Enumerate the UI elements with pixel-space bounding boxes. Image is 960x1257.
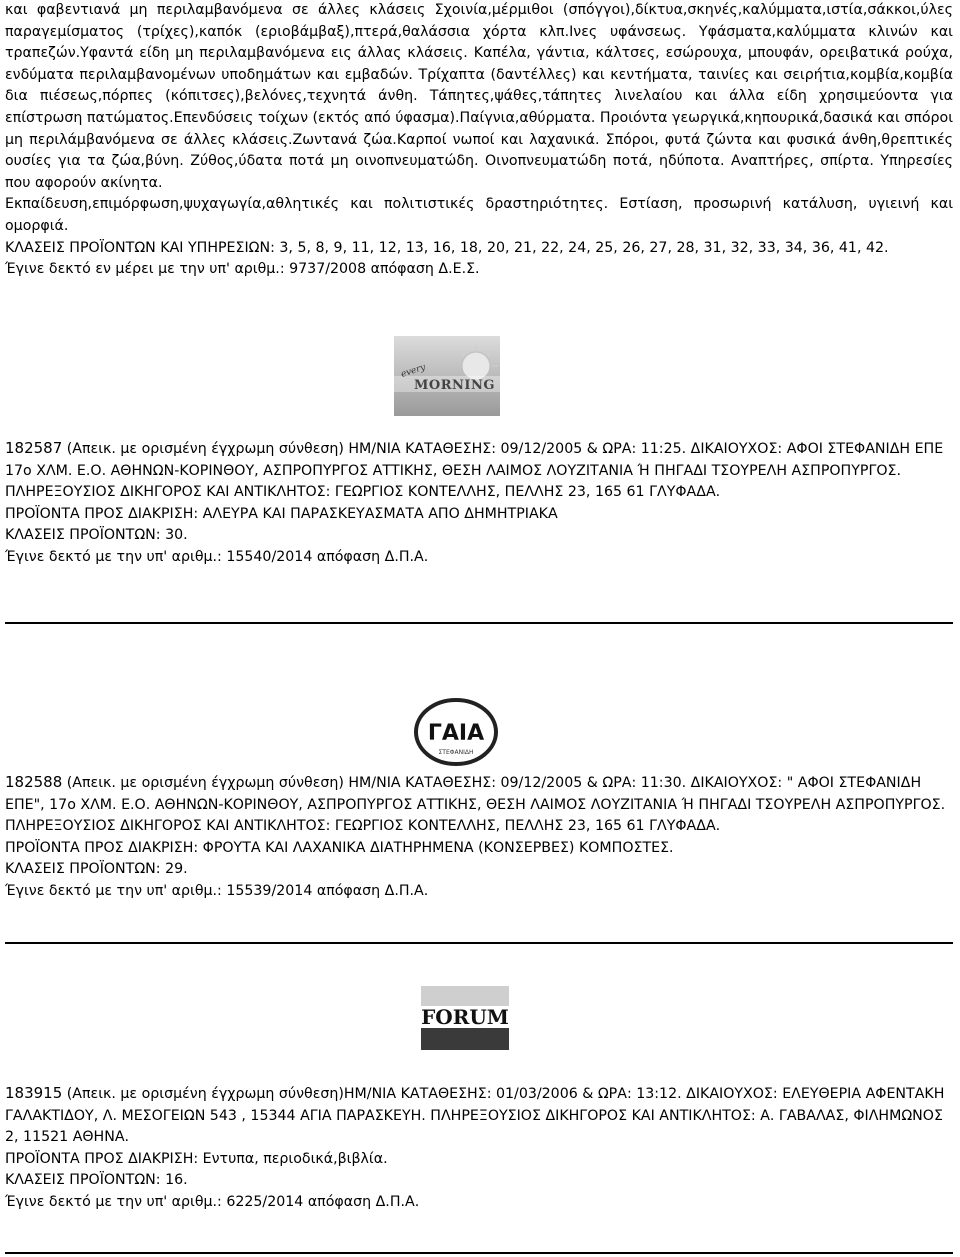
entry-decision: Έγινε δεκτό με την υπ' αριθμ.: 15540/2014 απόφαση Δ.Π.Α. — [5, 548, 429, 565]
logo-gaia-text: ΓΑΙΑ — [427, 721, 485, 746]
logo-morning-small: every — [399, 362, 427, 380]
intro-accepted: Έγινε δεκτό εν μέρει με την υπ' αριθμ.: 9737/2008 απόφαση Δ.Ε.Σ. — [5, 261, 480, 278]
entry-header-text: (Απεικ. με ορισμένη έγχρωμη σύνθεση) ΗΜ/ΝΙΑ ΚΑΤΑΘΕΣΗΣ: 09/12/2005 & ΩΡΑ: 11:25. ΔΙΚΑΙΟΥΧΟΣ: ΑΦΟΙ ΣΤΕΦΑΝΙΔΗ ΕΠΕ 17ο ΧΛΜ. Ε.Ο. ΑΘΗΝΩΝ-ΚΟΡΙΝΘΟΥ, ΑΣΠΡΟΠΥΡΓΟΣ ΑΤΤΙΚΗΣ, ΘΕΣΗ ΛΑΙΜΟΣ ΛΟΥΖΙΤΑΝΙΑ Ή ΠΗΓΑΔΙ ΤΣΟΥΡΕΛΗ ΑΣΠΡΟΠΥΡΓΟΣ. ΠΛΗΡΕΞΟΥΣΙΟΣ ΔΙΚΗΓΟΡΟΣ ΚΑΙ ΑΝΤΙΚΛΗΤΟΣ: ΓΕΩΡΓΙΟΣ ΚΟΝΤΕΛΛΗΣ, ΠΕΛΛΗΣ 23, 165 61 ΓΛΥΦΑΔΑ. — [5, 441, 944, 501]
entry-number: 183915 — [5, 1084, 63, 1102]
trademark-entry-183915 — [5, 1083, 953, 1214]
trademark-logo-morning — [394, 336, 500, 416]
entry-classes: ΚΛΑΣΕΙΣ ΠΡΟΪΟΝΤΩΝ: 30. — [5, 527, 188, 544]
trademark-entry-182588 — [5, 772, 953, 903]
document-page — [5, 0, 954, 1210]
intro-section — [5, 0, 953, 281]
logo-gaia-small: ΣΤΕΦΑΝΙΔΗ — [438, 749, 474, 756]
entry-number: 182587 — [5, 439, 63, 457]
entry-header — [5, 1083, 953, 1149]
trademark-logo-gaia — [413, 696, 499, 768]
entry-products: ΠΡΟΪΟΝΤΑ ΠΡΟΣ ΔΙΑΚΡΙΣΗ: Εντυπα, περιοδικά,βιβλία. — [5, 1150, 388, 1167]
entry-header — [5, 772, 953, 838]
trademark-entry-182587 — [5, 438, 953, 569]
entry-header-text: (Απεικ. με ορισμένη έγχρωμη σύνθεση) ΗΜ/ΝΙΑ ΚΑΤΑΘΕΣΗΣ: 09/12/2005 & ΩΡΑ: 11:30. ΔΙΚΑΙΟΥΧΟΣ: " ΑΦΟΙ ΣΤΕΦΑΝΙΔΗ ΕΠΕ", 17ο ΧΛΜ. Ε.Ο. ΑΘΗΝΩΝ-ΚΟΡΙΝΘΟΥ, ΑΣΠΡΟΠΥΡΓΟΣ ΑΤΤΙΚΗΣ, ΘΕΣΗ ΛΑΙΜΟΣ ΛΟΥΖΙΤΑΝΙΑ Ή ΠΗΓΑΔΙ ΤΣΟΥΡΕΛΗ ΑΣΠΡΟΠΥΡΓΟΣ. ΠΛΗΡΕΞΟΥΣΙΟΣ ΔΙΚΗΓΟΡΟΣ ΚΑΙ ΑΝΤΙΚΛΗΤΟΣ: ΓΕΩΡΓΙΟΣ ΚΟΝΤΕΛΛΗΣ, ΠΕΛΛΗΣ 23, 165 61 ΓΛΥΦΑΔΑ. — [5, 775, 946, 835]
entry-header-text: (Απεικ. με ορισμένη έγχρωμη σύνθεση)ΗΜ/ΝΙΑ ΚΑΤΑΘΕΣΗΣ: 01/03/2006 & ΩΡΑ: 13:12. ΔΙΚΑΙΟΥΧΟΣ: ΕΛΕΥΘΕΡΙΑ ΑΦΕΝΤΑΚΗ ΓΑΛΑΚΤΙΔΟΥ, Λ. ΜΕΣΟΓΕΙΩΝ 543 , 15344 ΑΓΙΑ ΠΑΡΑΣΚΕΥΗ. ΠΛΗΡΕΞΟΥΣΙΟΣ ΔΙΚΗΓΟΡΟΣ ΚΑΙ ΑΝΤΙΚΛΗΤΟΣ: Α. ΓΑΒΑΛΑΣ, ΦΙΛΗΜΩΝΟΣ 2, 11521 ΑΘΗΝΑ. — [5, 1086, 945, 1146]
entry-classes: ΚΛΑΣΕΙΣ ΠΡΟΪΟΝΤΩΝ: 29. — [5, 861, 188, 878]
intro-paragraph-2: Εκπαίδευση,επιμόρφωση,ψυχαγωγία,αθλητικές και πολιτιστικές δραστηριότητες. Εστίαση, προσωρινή κατάλυση, υγιεινή και ομορφιά. — [5, 196, 953, 234]
entry-products: ΠΡΟΪΟΝΤΑ ΠΡΟΣ ΔΙΑΚΡΙΣΗ: ΦΡΟΥΤΑ ΚΑΙ ΛΑΧΑΝΙΚΑ ΔΙΑΤΗΡΗΜΕΝΑ (ΚΟΝΣΕΡΒΕΣ) ΚΟΜΠΟΣΤΕΣ. — [5, 839, 674, 856]
intro-classes: ΚΛΑΣΕΙΣ ΠΡΟΪΟΝΤΩΝ ΚΑΙ ΥΠΗΡΕΣΙΩΝ: 3, 5, 8, 9, 11, 12, 13, 16, 18, 20, 21, 22, 24, 25, 26, 27, 28, 31, 32, 33, 34, 36, 41, 42. — [5, 239, 889, 256]
trademark-logo-forum — [417, 976, 513, 1058]
entry-products: ΠΡΟΪΟΝΤΑ ΠΡΟΣ ΔΙΑΚΡΙΣΗ: ΑΛΕΥΡΑ ΚΑΙ ΠΑΡΑΣΚΕΥΑΣΜΑΤΑ ΑΠΟ ΔΗΜΗΤΡΙΑΚΑ — [5, 505, 558, 522]
section-divider — [5, 942, 953, 944]
section-divider — [5, 622, 953, 624]
entry-classes: ΚΛΑΣΕΙΣ ΠΡΟΪΟΝΤΩΝ: 16. — [5, 1172, 188, 1189]
entry-decision: Έγινε δεκτό με την υπ' αριθμ.: 6225/2014 απόφαση Δ.Π.Α. — [5, 1193, 420, 1210]
entry-header — [5, 438, 953, 504]
intro-paragraph-1: και φαβεντιανά μη περιλαμβανόμενα σε άλλες κλάσεις Σχοινία,μέρμιθοι (σπόγγοι),δίκτυα,σκηνές,καλύμματα,ιστία,σάκκοι,ύλες παραγεμίσματος (τρίχες),καπόκ (εριοβάμβαξ),πτερά,θαλάσσια χόρτα κλπ.Ινες υφάνσεως. Υφάσματα,καλύμματα κλινών και τραπεζών.Υφαντά είδη μη περιλαμβανόμενα εις άλλας κλάσεις. Καπέλα, γάντια, κάλτσες, εσώρουχα, μπουφάν, ορειβατικά ρούχα, ενδύματα περιλαμβανομένων υποδημάτων και εμβαδών. Τρίχαπτα (δαντέλλες) και κεντήματα, ταινίες και σειρήτια,κομβία,κομβία δια πιέσεως,πόρπες (κόπιτσες),βελόνες,τεχνητά άνθη. Τάπητες,ψάθες,τάπητες λινελαίου και άλλα είδη χρησιμεύοντα για επίστρωση πατώματος.Επενδύσεις τοίχων (εκτός από ύφασμα).Παίγνια,αθύρματα. Προιόντα γεωργικά,κηπουρικά,δασικά και σπόροι μη περιλάμβανόμενα σε άλλες κλάσεις.Ζωντανά ζώα.Καρποί νωποί και λαχανικά. Σπόροι, φυτά ζώντα και φυσικά άνθη,θρεπτικές ουσίες για τα ζώα,βύνη. Ζύθος,ύδατα ποτά μη οινοπνευματώδη. Οινοπνευματώδη ποτά, ηδύποτα. Αναπτήρες, σπίρτα. Υπηρεσίες που αφορούν ακίνητα. — [5, 2, 954, 191]
section-divider — [5, 1252, 953, 1254]
entry-number: 182588 — [5, 773, 63, 791]
logo-forum-text: FORUM — [421, 1005, 509, 1029]
entry-decision: Έγινε δεκτό με την υπ' αριθμ.: 15539/2014 απόφαση Δ.Π.Α. — [5, 882, 429, 899]
logo-morning-text: MORNING — [414, 378, 495, 393]
